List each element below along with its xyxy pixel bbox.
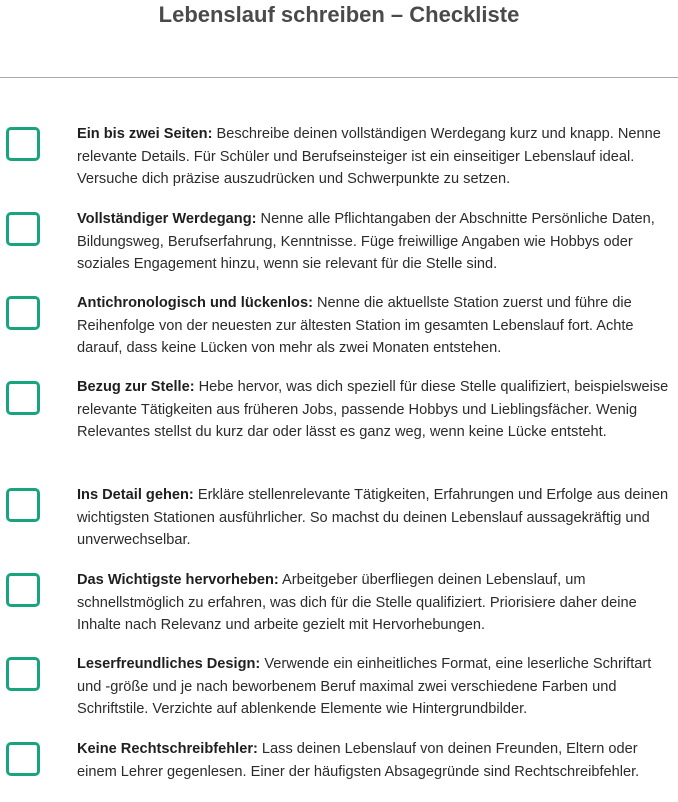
item-description: Arbeitgeber überfliegen deinen Lebenslauf, um schnellstmöglich zu erfahren, was dich für die Stelle qualifiziert. Priorisiere daher deine Inhalte nach Relevanz und arbeite gezielt mit Hervorhebungen. — [77, 572, 637, 633]
item-description: Lass deinen Lebenslauf von deinen Freunden, Eltern oder einem Lehrer gegenlesen. Einer der häufigsten Absagegründe sind Rechtschreibfehler. — [77, 741, 640, 780]
item-heading: Das Wichtigste hervorheben: — [77, 572, 279, 588]
item-text — [77, 123, 678, 191]
item-description: Erkläre stellenrelevante Tätigkeiten, Erfahrungen und Erfolge aus deinen wichtigsten Stationen ausführlicher. So machst du deinen Lebenslauf aussagekräftig und unverwechselbar. — [77, 487, 669, 548]
item-description: Verwende ein einheitliches Format, eine leserliche Schriftart und -größe und je nach beworbenem Beruf maximal zwei verschiedene Farben und Schriftstile. Verzichte auf ablenkende Elemente wie Hintergrundbilder. — [77, 656, 652, 717]
item-description: Nenne alle Pflichtangaben der Abschnitte Persönliche Daten, Bildungsweg, Berufserfahrung, Kenntnisse. Füge freiwillige Angaben wie Hobbys oder soziales Engagement hinzu, wenn sie relevant für die Stelle sind. — [77, 211, 655, 272]
item-text — [77, 569, 678, 637]
checkbox[interactable] — [6, 212, 40, 246]
item-heading: Leserfreundliches Design: — [77, 656, 261, 672]
item-text — [77, 653, 678, 721]
item-heading: Ins Detail gehen: — [77, 487, 194, 503]
checkbox[interactable] — [6, 573, 40, 607]
checkbox[interactable] — [6, 381, 40, 415]
item-heading: Antichronologisch und lückenlos: — [77, 295, 313, 311]
page-title: Lebenslauf schreiben – Checkliste — [158, 2, 520, 27]
item-heading: Bezug zur Stelle: — [77, 379, 195, 395]
item-description: Hebe hervor, was dich speziell für diese Stelle qualifiziert, beispielsweise relevante Tätigkeiten aus früheren Jobs, passende Hobbys und Lieblingsfächer. Wenig Relevantes stellst du kurz dar oder lässt es ganz weg, wenn keine Lücke entsteht. — [77, 379, 669, 440]
item-text — [77, 292, 678, 360]
checkbox[interactable] — [6, 296, 40, 330]
item-text — [77, 738, 678, 783]
item-text — [77, 484, 678, 552]
item-heading: Vollständiger Werdegang: — [77, 211, 257, 227]
item-text — [77, 208, 678, 276]
checkbox[interactable] — [6, 127, 40, 161]
item-heading: Keine Rechtschreibfehler: — [77, 741, 258, 757]
checkbox[interactable] — [6, 488, 40, 522]
item-heading: Ein bis zwei Seiten: — [77, 126, 213, 142]
checkbox[interactable] — [6, 657, 40, 691]
item-description: Beschreibe deinen vollständigen Werdegang kurz und knapp. Nenne relevante Details. Für Schüler und Berufseinsteiger ist ein einseitiger Lebenslauf ideal. Versuche dich präzise auszudrücken und Schwerpunkte zu setzen. — [77, 126, 661, 187]
item-text — [77, 376, 678, 444]
checkbox[interactable] — [6, 742, 40, 776]
item-description: Nenne die aktuellste Station zuerst und führe die Reihenfolge von der neuesten zur ältesten Station im gesamten Lebenslauf fort. Achte darauf, dass keine Lücken von mehr als zwei Monaten entstehen. — [77, 295, 634, 356]
